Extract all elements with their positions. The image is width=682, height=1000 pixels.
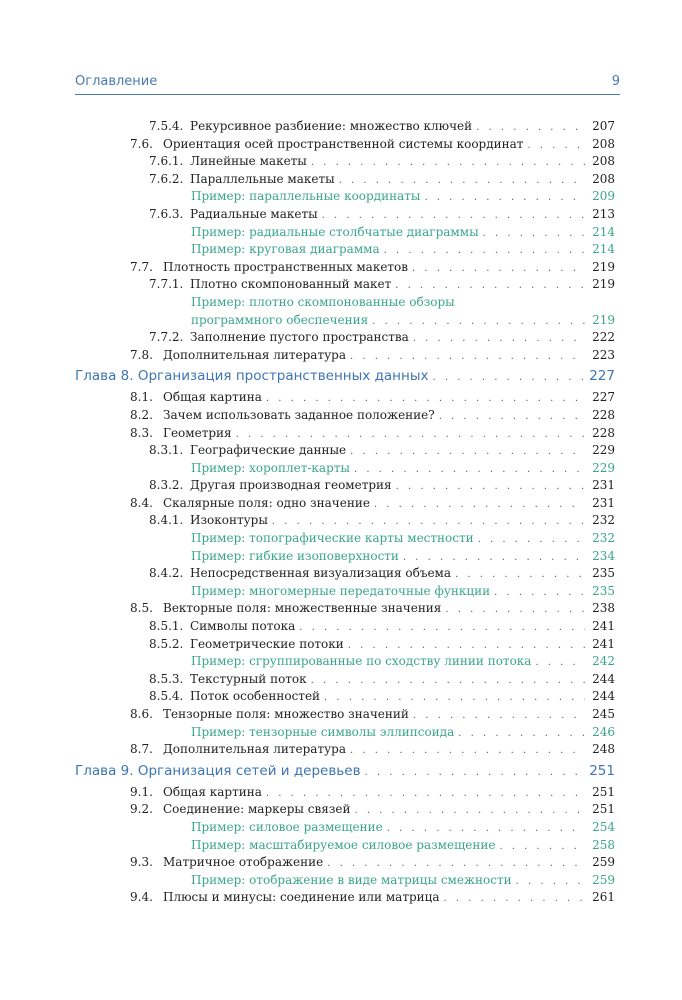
- section-title: Плотность пространственных макетов: [163, 259, 409, 274]
- chapter-title: Глава 9. Организация сетей и деревьев: [75, 762, 361, 779]
- toc-section-entry[interactable]: [75, 854, 615, 872]
- page-number: 241: [592, 619, 615, 634]
- section-number: 8.5.2.: [149, 636, 184, 651]
- dot-leader: [311, 672, 585, 690]
- page-number: 251: [589, 762, 615, 779]
- dot-leader: [499, 838, 585, 856]
- section-title: Скалярные поля: одно значение: [163, 495, 370, 510]
- example-title-continued: программного обеспечения: [191, 312, 369, 327]
- page-number: 251: [592, 784, 615, 799]
- dot-leader: [527, 137, 585, 155]
- section-number: 8.3.: [130, 425, 153, 440]
- toc-section-entry[interactable]: [75, 688, 615, 706]
- toc-section-entry[interactable]: [75, 276, 615, 294]
- page-number: 259: [592, 855, 615, 870]
- toc-example-entry[interactable]: [75, 653, 615, 671]
- section-title: Другая производная геометрия: [190, 478, 392, 493]
- section-number: 8.2.: [130, 407, 153, 422]
- dot-leader: [350, 742, 585, 760]
- toc-section-entry[interactable]: [75, 801, 615, 819]
- section-title: Текстурный поток: [190, 671, 307, 686]
- section-title: Изоконтуры: [190, 513, 268, 528]
- page-number: 214: [592, 224, 615, 239]
- toc-section-entry[interactable]: [75, 706, 615, 724]
- running-header: [75, 72, 620, 95]
- section-number: 7.6.: [130, 136, 153, 151]
- section-title: Географические данные: [190, 443, 347, 458]
- dot-leader: [266, 785, 585, 803]
- page-number: 242: [592, 654, 615, 669]
- dot-leader: [365, 760, 585, 785]
- section-title: Общая картина: [163, 390, 262, 405]
- page-number: 235: [592, 583, 615, 598]
- page-number: 219: [592, 312, 615, 327]
- dot-leader: [458, 725, 585, 743]
- page-number: 208: [592, 171, 615, 186]
- page-number: 222: [592, 330, 615, 345]
- dot-leader: [412, 260, 585, 278]
- section-number: 8.5.3.: [149, 671, 184, 686]
- toc-example-entry[interactable]: [75, 460, 615, 478]
- toc-example-entry[interactable]: [75, 312, 615, 330]
- section-number: 8.5.1.: [149, 619, 184, 634]
- toc-section-entry[interactable]: [75, 153, 615, 171]
- toc-example-entry-line1: Пример: плотно скомпонованные обзоры: [191, 294, 455, 309]
- section-number: 7.6.2.: [149, 171, 184, 186]
- toc-section-entry[interactable]: [75, 389, 615, 407]
- toc-section-entry[interactable]: [75, 477, 615, 495]
- page-number: 251: [592, 802, 615, 817]
- toc-section-entry[interactable]: [75, 171, 615, 189]
- toc-example-entry[interactable]: [75, 837, 615, 855]
- chapter-title: Глава 8. Организация пространственных данных: [75, 368, 429, 385]
- dot-leader: [354, 461, 585, 479]
- section-title: Непосредственная визуализация объема: [190, 566, 452, 581]
- dot-leader: [413, 330, 585, 348]
- example-title: Пример: топографические карты местности: [191, 531, 474, 546]
- section-title: Плотно скомпонованный макет: [190, 277, 392, 292]
- toc-example-entry[interactable]: [75, 872, 615, 890]
- page-number: 254: [592, 819, 615, 834]
- toc-section-entry[interactable]: [75, 741, 615, 759]
- toc-chapter-entry[interactable]: [75, 759, 615, 784]
- section-number: 8.7.: [130, 742, 153, 757]
- toc-section-entry[interactable]: [75, 495, 615, 513]
- page-number: 228: [592, 407, 615, 422]
- dot-leader: [339, 172, 585, 190]
- dot-leader: [348, 637, 585, 655]
- example-title: Пример: силовое размещение: [191, 819, 383, 834]
- section-number: 9.2.: [130, 802, 153, 817]
- section-number: 9.3.: [130, 855, 153, 870]
- section-title: Радиальные макеты: [190, 206, 318, 221]
- page-number: 248: [592, 742, 615, 757]
- section-title: Ориентация осей пространственной системы координат: [163, 136, 524, 151]
- page-number: 223: [592, 347, 615, 362]
- toc-section-entry[interactable]: [75, 600, 615, 618]
- section-title: Геометрические потоки: [190, 636, 344, 651]
- section-title: Поток особенностей: [190, 689, 321, 704]
- example-title: Пример: сгруппированные по сходству линии потока: [191, 654, 532, 669]
- section-title: Соединение: маркеры связей: [163, 802, 351, 817]
- toc-section-entry[interactable]: [75, 636, 615, 654]
- dot-leader: [354, 802, 585, 820]
- toc-section-entry[interactable]: [75, 618, 615, 636]
- toc-example-entry[interactable]: [75, 819, 615, 837]
- page-number: 246: [592, 724, 615, 739]
- toc-example-entry[interactable]: [75, 724, 615, 742]
- example-title: Пример: круговая диаграмма: [191, 242, 380, 257]
- example-title: Пример: многомерные передаточные функции: [191, 583, 491, 598]
- toc-section-entry[interactable]: [75, 407, 615, 425]
- toc-section-entry[interactable]: [75, 512, 615, 530]
- page-number: 258: [592, 837, 615, 852]
- dot-leader: [374, 496, 585, 514]
- example-title: Пример: тензорные символы эллипсоида: [191, 724, 455, 739]
- section-title: Дополнительная литература: [163, 347, 346, 362]
- dot-leader: [350, 443, 585, 461]
- toc-section-entry[interactable]: [75, 206, 615, 224]
- toc-section-entry[interactable]: [75, 442, 615, 460]
- toc-example-entry[interactable]: [75, 188, 615, 206]
- section-title: Геометрия: [163, 425, 232, 440]
- section-number: 8.1.: [130, 390, 153, 405]
- header-title: Оглавление: [75, 74, 158, 89]
- dot-leader: [387, 820, 585, 838]
- toc-section-entry[interactable]: [75, 784, 615, 802]
- section-title: Матричное отображение: [163, 855, 324, 870]
- dot-leader: [478, 531, 585, 549]
- page-number: 219: [592, 259, 615, 274]
- dot-leader: [324, 689, 585, 707]
- toc-example-entry[interactable]: [75, 530, 615, 548]
- page-number: 245: [592, 707, 615, 721]
- dot-leader: [494, 584, 585, 602]
- toc-example-entry[interactable]: [75, 548, 615, 566]
- dot-leader: [395, 277, 585, 295]
- dot-leader: [444, 890, 585, 908]
- page-number: 227: [589, 368, 615, 385]
- example-title: Пример: радиальные столбчатые диаграммы: [191, 224, 479, 239]
- example-title: Пример: хороплет-карты: [191, 460, 350, 475]
- table-of-contents: [75, 118, 615, 907]
- dot-leader: [445, 601, 585, 619]
- dot-leader: [372, 313, 585, 331]
- toc-section-entry[interactable]: [75, 136, 615, 154]
- toc-section-entry[interactable]: [75, 671, 615, 689]
- toc-example-entry[interactable]: [75, 241, 615, 259]
- section-number: 8.6.: [130, 707, 153, 721]
- page-number: 231: [592, 478, 615, 493]
- page-number: 213: [592, 206, 615, 221]
- dot-leader: [311, 154, 585, 172]
- dot-leader: [266, 390, 585, 408]
- toc-example-entry[interactable]: [75, 224, 615, 242]
- section-number: 8.4.: [130, 495, 153, 510]
- page-number: 208: [592, 136, 615, 151]
- page-number: 229: [592, 460, 615, 475]
- dot-leader: [535, 654, 585, 672]
- toc-section-entry[interactable]: [75, 425, 615, 443]
- toc-example-entry[interactable]: [75, 583, 615, 601]
- page-number: 209: [592, 189, 615, 204]
- section-number: 7.7.1.: [149, 277, 184, 292]
- page-number: 232: [592, 531, 615, 546]
- dot-leader: [322, 207, 585, 225]
- section-number: 8.5.: [130, 601, 153, 616]
- section-title: Параллельные макеты: [190, 171, 335, 186]
- page-number: 227: [592, 390, 615, 405]
- section-number: 8.3.2.: [149, 478, 184, 493]
- page-number: 238: [592, 601, 615, 616]
- dot-leader: [432, 365, 585, 390]
- dot-leader: [476, 119, 585, 137]
- header-page-number: 9: [611, 74, 620, 89]
- page-number: 241: [592, 636, 615, 651]
- dot-leader: [424, 189, 585, 207]
- section-title: Зачем использовать заданное положение?: [163, 407, 435, 422]
- page-number: 231: [592, 495, 615, 510]
- toc-section-entry[interactable]: [75, 118, 615, 136]
- dot-leader: [483, 225, 585, 243]
- example-title: Пример: масштабируемое силовое размещение: [191, 837, 496, 852]
- toc-section-entry[interactable]: [75, 889, 615, 907]
- dot-leader: [455, 566, 585, 584]
- dot-leader: [516, 873, 585, 891]
- dot-leader: [236, 426, 585, 444]
- page-number: 232: [592, 513, 615, 528]
- dot-leader: [403, 549, 585, 567]
- dot-leader: [413, 707, 585, 725]
- section-number: 7.6.3.: [149, 206, 184, 221]
- toc-section-entry[interactable]: [75, 347, 615, 365]
- toc-section-entry[interactable]: [75, 565, 615, 583]
- page-number: 234: [592, 548, 615, 563]
- dot-leader: [396, 478, 585, 496]
- section-number: 7.8.: [130, 347, 153, 362]
- toc-chapter-entry[interactable]: [75, 364, 615, 389]
- section-number: 7.5.4.: [149, 119, 184, 133]
- section-number: 9.1.: [130, 784, 153, 799]
- section-number: 8.3.1.: [149, 443, 184, 458]
- dot-leader: [272, 513, 585, 531]
- dot-leader: [439, 408, 585, 426]
- page-number: 228: [592, 425, 615, 440]
- page-number: 244: [592, 671, 615, 686]
- example-title: Пример: параллельные координаты: [191, 189, 421, 204]
- dot-leader: [327, 855, 585, 873]
- page-number: 261: [592, 890, 615, 905]
- section-title: Тензорные поля: множество значений: [163, 707, 409, 721]
- section-title: Дополнительная литература: [163, 742, 346, 757]
- dot-leader: [299, 619, 585, 637]
- section-title: Заполнение пустого пространства: [190, 330, 409, 345]
- section-number: 9.4.: [130, 890, 153, 905]
- section-number: 8.4.1.: [149, 513, 184, 528]
- page-number: 235: [592, 566, 615, 581]
- page-number: 229: [592, 443, 615, 458]
- section-number: 7.6.1.: [149, 154, 184, 169]
- section-number: 8.4.2.: [149, 566, 184, 581]
- example-title: Пример: отображение в виде матрицы смежности: [191, 872, 512, 887]
- section-title: Линейные макеты: [190, 154, 307, 169]
- section-number: 7.7.: [130, 259, 153, 274]
- section-title: Плюсы и минусы: соединение или матрица: [163, 890, 440, 905]
- section-number: 8.5.4.: [149, 689, 184, 704]
- page-number: 207: [592, 119, 615, 133]
- dot-leader: [350, 348, 585, 366]
- toc-section-entry[interactable]: [75, 259, 615, 277]
- page-number: 259: [592, 872, 615, 887]
- section-title: Символы потока: [190, 619, 296, 634]
- section-title: Рекурсивное разбиение: множество ключей: [190, 119, 473, 133]
- page-number: 244: [592, 689, 615, 704]
- toc-section-entry[interactable]: [75, 329, 615, 347]
- section-number: 7.7.2.: [149, 330, 184, 345]
- section-title: Векторные поля: множественные значения: [163, 601, 442, 616]
- page-number: 214: [592, 242, 615, 257]
- section-title: Общая картина: [163, 784, 262, 799]
- example-title: Пример: гибкие изоповерхности: [191, 548, 399, 563]
- dot-leader: [384, 242, 585, 260]
- page-number: 219: [592, 277, 615, 292]
- page-number: 208: [592, 154, 615, 169]
